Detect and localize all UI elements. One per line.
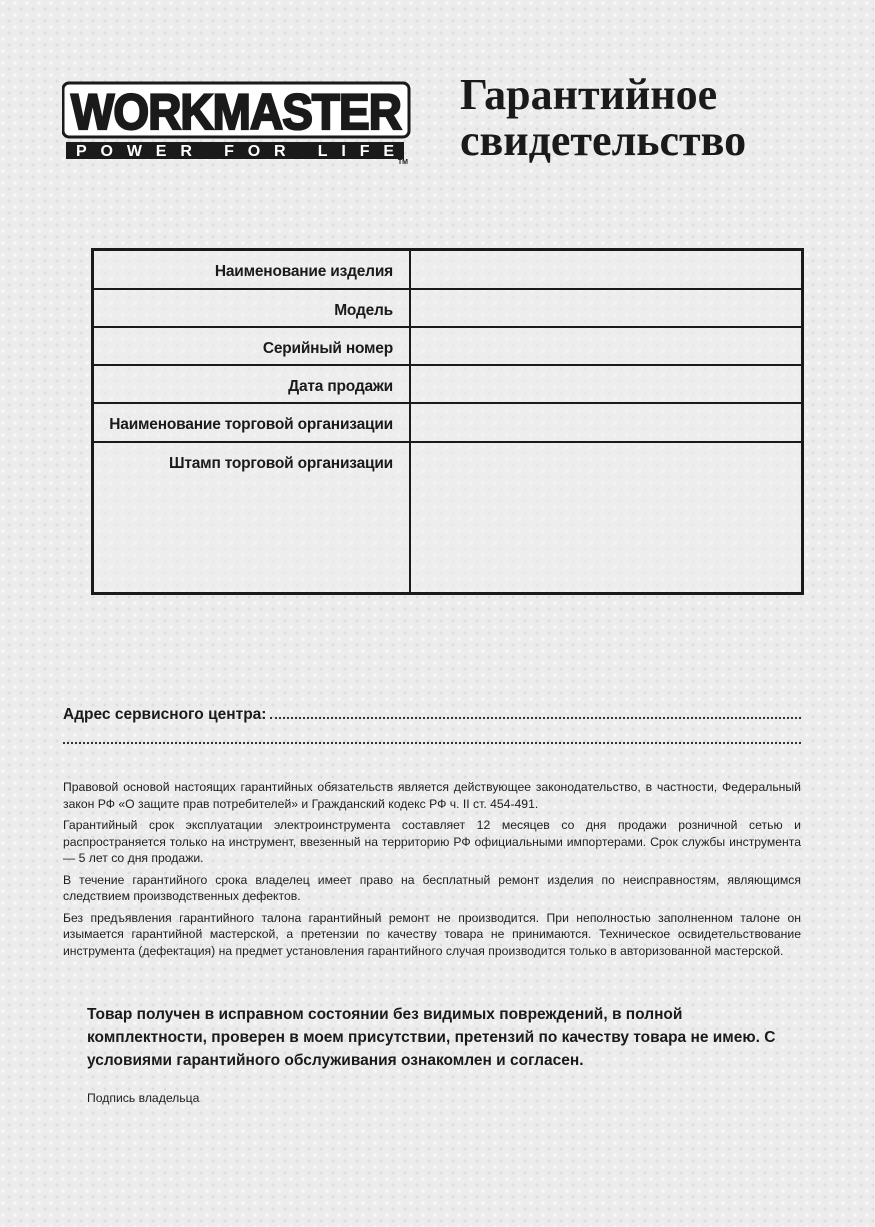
sale-date-label: Дата продажи bbox=[94, 366, 411, 404]
trade-organization-field[interactable] bbox=[411, 404, 801, 443]
service-address-line bbox=[63, 706, 801, 724]
model-label: Модель bbox=[94, 290, 411, 328]
terms-paragraph: Гарантийный срок эксплуатации электроинструмента составляет 12 месяцев со дня продажи розничной сетью и распространяется только на инструмент, ввезенный на территорию РФ официальными импортерами. Срок службы инструмента — 5 лет со дня продажи. bbox=[63, 818, 801, 865]
logo-brand-text: WORKMASTER bbox=[71, 84, 402, 140]
logo-graphic bbox=[62, 80, 412, 165]
terms-paragraph: В течение гарантийного срока владелец имеет право на бесплатный ремонт изделия по неисправностям, являющимся следствием производственных дефектов. bbox=[63, 872, 801, 903]
model-field[interactable] bbox=[411, 290, 801, 328]
terms-paragraph: Правовой основой настоящих гарантийных обязательств является действующее законодательство, в частности, Федеральный закон РФ «О защите прав потребителей» и Гражданский кодекс РФ ч. II ст. 454-491. bbox=[63, 780, 801, 811]
title-line-2: свидетельство bbox=[460, 116, 747, 165]
page-title bbox=[460, 72, 746, 164]
organization-stamp-label: Штамп торговой организации bbox=[94, 443, 411, 592]
organization-stamp-field[interactable] bbox=[411, 443, 801, 592]
sale-date-field[interactable] bbox=[411, 366, 801, 404]
acceptance-statement: Товар получен в исправном состоянии без видимых повреждений, в полной комплектности, проверен в моем присутствии, претензий по качеству товара не имею. С условиями гарантийного обслуживания ознакомлен и согласен. bbox=[87, 1006, 776, 1069]
serial-number-label: Серийный номер bbox=[94, 328, 411, 366]
product-name-label: Наименование изделия bbox=[94, 251, 411, 290]
serial-number-field[interactable] bbox=[411, 328, 801, 366]
service-address-label: Адрес сервисного центра: bbox=[63, 706, 267, 723]
warranty-form-table bbox=[91, 248, 804, 595]
trade-organization-label: Наименование торговой организации bbox=[94, 404, 411, 443]
warranty-terms bbox=[63, 779, 801, 964]
owner-signature-label: Подпись владельца bbox=[87, 1091, 200, 1105]
workmaster-logo bbox=[62, 80, 412, 165]
terms-paragraph: Без предъявления гарантийного талона гарантийный ремонт не производится. При неполностью заполненном талоне он изымается гарантийной мастерской, а претензии по качеству товара не принимаются. Техническое освидетельствование инструмента (дефектация) на предмет установления гарантийного случая производится только в авторизованной мастерской. bbox=[63, 910, 801, 958]
product-name-field[interactable] bbox=[411, 251, 801, 290]
service-address-line-2 bbox=[63, 732, 801, 744]
service-address-field-2[interactable] bbox=[63, 732, 801, 744]
title-line-1: Гарантийное bbox=[460, 70, 718, 119]
logo-tagline-text: POWER FOR LIFE bbox=[76, 143, 394, 160]
logo-trademark-text: TM bbox=[397, 159, 408, 165]
service-address-field[interactable] bbox=[270, 707, 801, 719]
